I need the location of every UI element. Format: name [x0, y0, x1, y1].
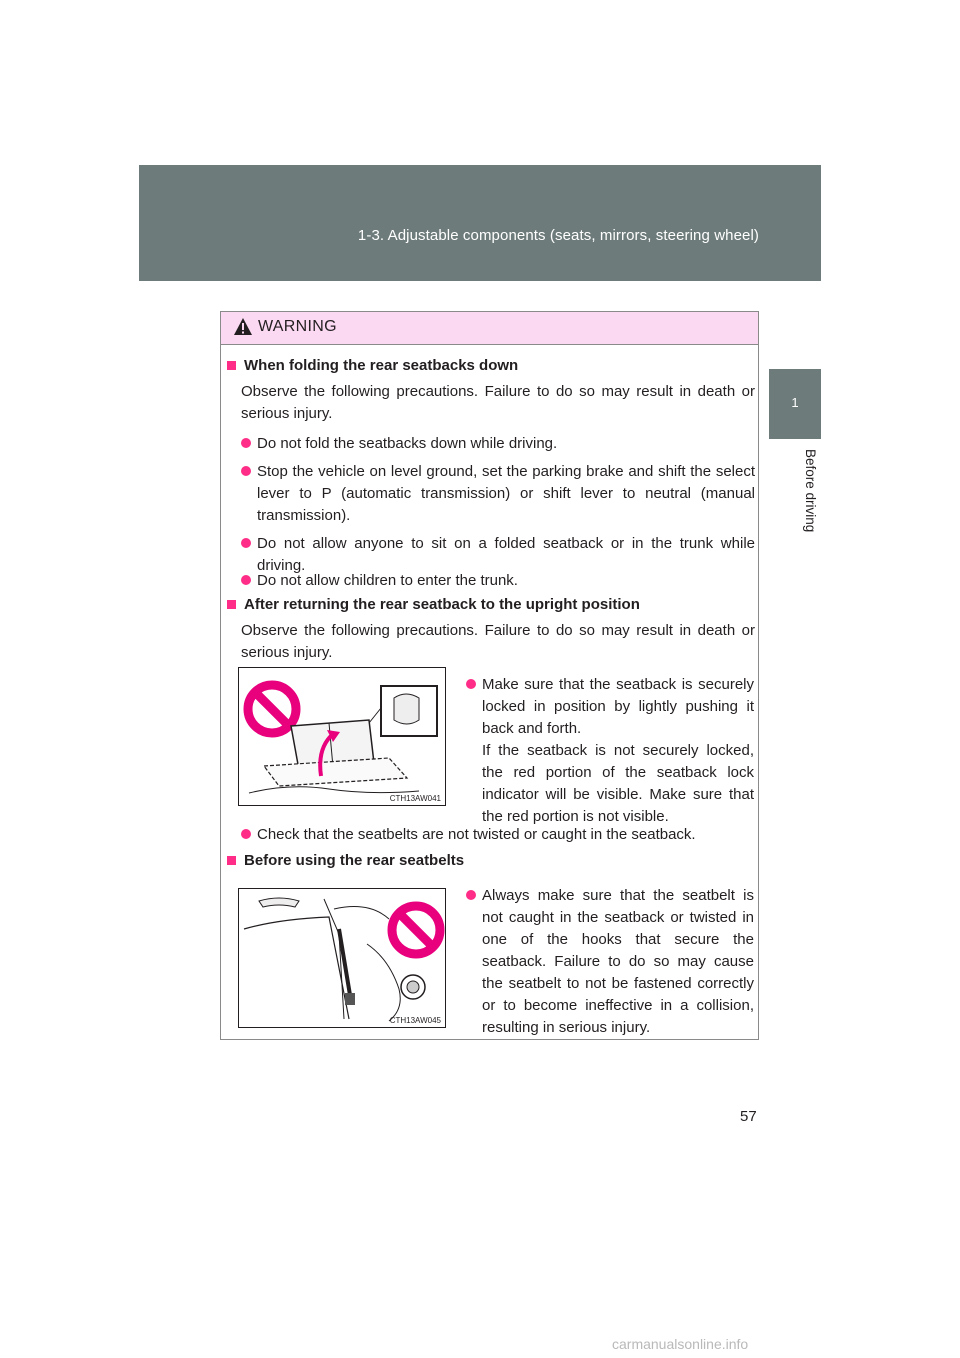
list-item: Always make sure that the seatbelt is not caught in the seatback or twisted in one of the hooks that secure the seatback. Failure to do so may cause the seatbelt to not be fastened correctly or to become ineffective in a collision, resulting in serious injury.: [466, 885, 754, 1039]
square-bullet-icon: [227, 600, 236, 609]
chapter-label: Before driving: [803, 449, 818, 533]
section-heading-upright: After returning the rear seatback to the upright position: [227, 594, 640, 616]
page-number: 57: [740, 1108, 757, 1125]
figure-code: CTH13AW045: [389, 1016, 441, 1025]
watermark[interactable]: carmanualsonline.info: [612, 1336, 749, 1352]
bullet-dot-icon: [241, 438, 251, 448]
warning-box: [220, 311, 759, 1040]
chapter-label-tab: [769, 439, 821, 671]
square-bullet-icon: [227, 361, 236, 370]
section-heading-seatbelts: Before using the rear seatbelts: [227, 850, 464, 872]
warning-triangle-icon: [233, 317, 253, 336]
chapter-tab[interactable]: 1: [769, 369, 821, 439]
list-item: Do not allow children to enter the trunk.: [241, 570, 755, 592]
warning-header: [221, 312, 758, 345]
bullet-dot-icon: [466, 679, 476, 689]
bullet-dot-icon: [241, 538, 251, 548]
section-intro-folding: Observe the following precautions. Failure to do so may result in death or serious injury.: [241, 383, 755, 422]
section-intro-upright: Observe the following precautions. Failure to do so may result in death or serious injury.: [241, 622, 755, 661]
list-item: Stop the vehicle on level ground, set the parking brake and shift the select lever to P (automatic transmission) or shift lever to neutral (manual transmission).: [241, 461, 755, 527]
section-title: 1-3. Adjustable components (seats, mirrors, steering wheel): [357, 227, 759, 244]
header-band: [139, 165, 821, 281]
bullet-dot-icon: [241, 575, 251, 585]
list-item: Do not fold the seatbacks down while driving.: [241, 433, 755, 455]
seatbelt-illustration: [239, 889, 445, 1027]
seatback-illustration: [239, 668, 445, 805]
figure-note: If the seatback is not securely locked, the red portion of the seatback lock indicator will be visible. Make sure that the red portion is not visible.: [482, 742, 754, 825]
square-bullet-icon: [227, 856, 236, 865]
bullet-dot-icon: [241, 829, 251, 839]
seatback-figure: [238, 667, 446, 806]
seatbelt-figure: [238, 888, 446, 1028]
section-heading-folding: When folding the rear seatbacks down: [227, 355, 518, 377]
bullet-dot-icon: [241, 466, 251, 476]
figure-code: CTH13AW041: [389, 794, 441, 803]
warning-label: WARNING: [258, 318, 337, 335]
bullet-dot-icon: [466, 890, 476, 900]
list-item: Make sure that the seatback is securely locked in position by lightly pushing it back and forth.: [466, 674, 754, 740]
list-item: Do not allow anyone to sit on a folded seatback or in the trunk while driving.: [241, 533, 755, 577]
list-item: Check that the seatbelts are not twisted or caught in the seatback.: [241, 824, 755, 846]
